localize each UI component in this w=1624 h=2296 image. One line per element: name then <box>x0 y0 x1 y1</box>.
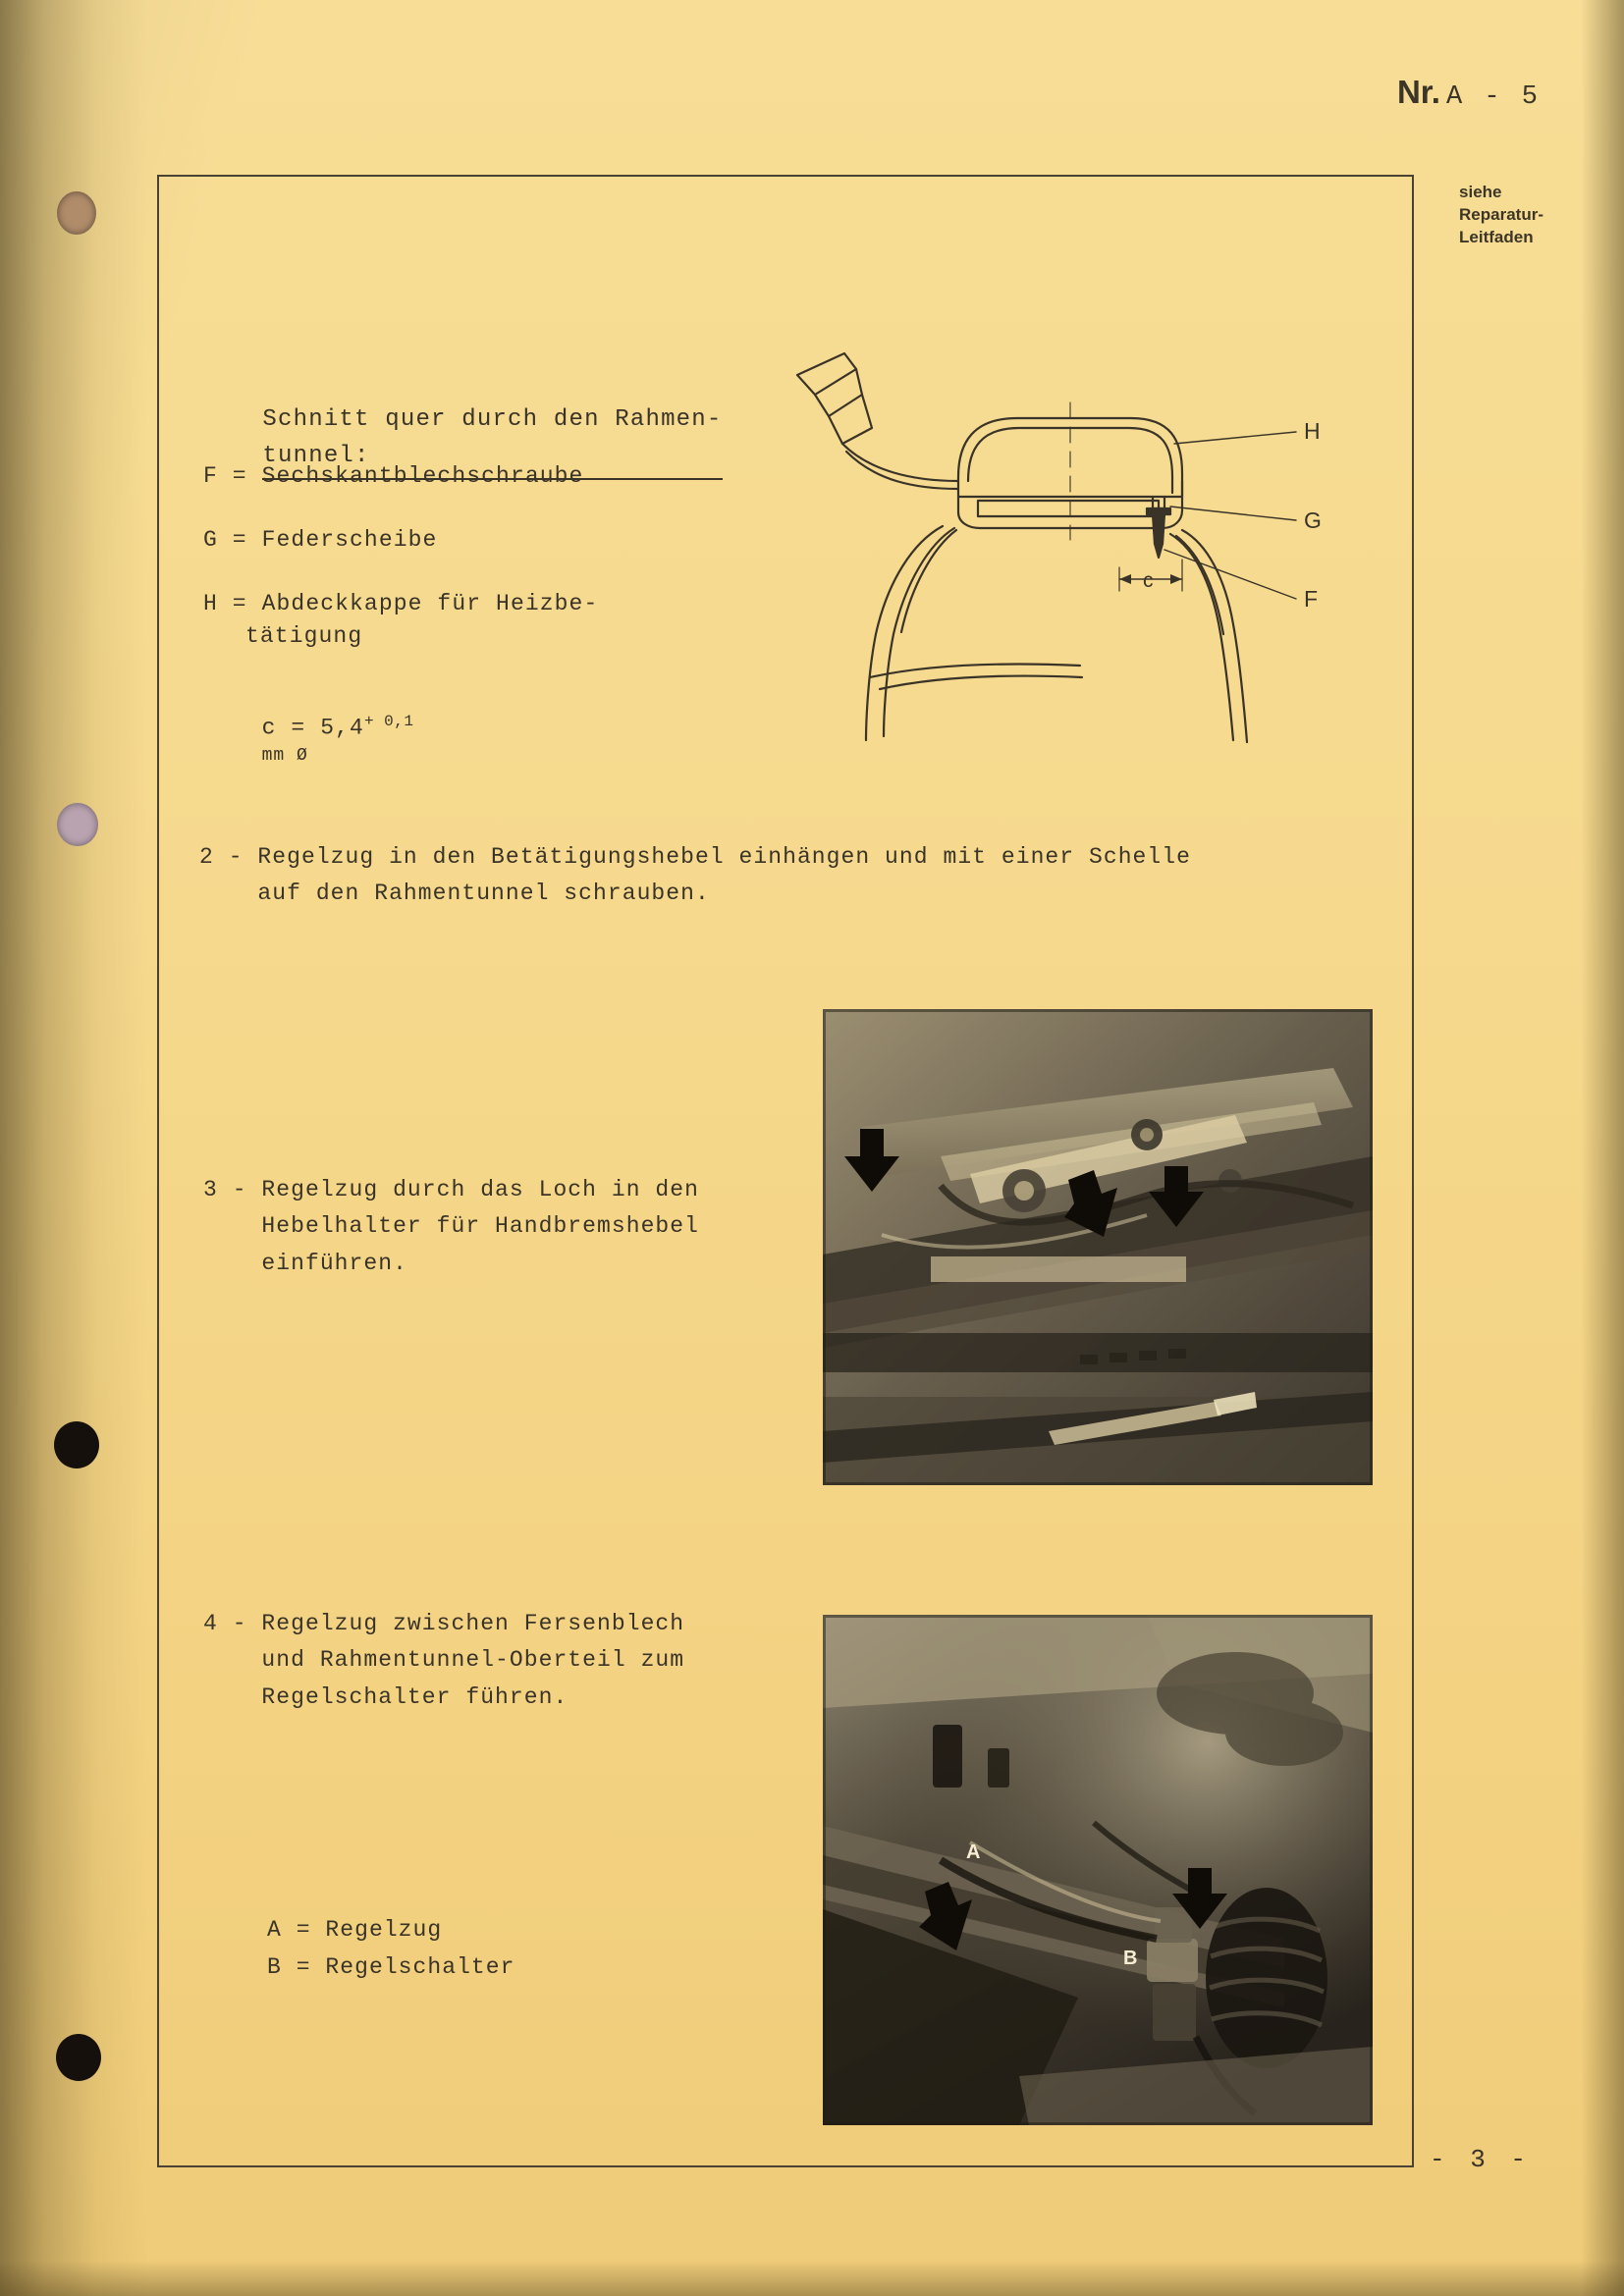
photo2-marker-a: A <box>966 1842 981 1863</box>
section-title-line1: Schnitt quer durch den Rahmen- <box>262 406 723 434</box>
page-code: A - 5 <box>1445 82 1541 112</box>
drawing-label-h: H <box>1304 418 1321 444</box>
page-header-number <box>1397 74 1541 112</box>
ab-legend <box>267 1912 515 1987</box>
punch-hole-1 <box>57 191 96 235</box>
instruction-step-3 <box>203 1172 699 1282</box>
drawing-label-f: F <box>1304 586 1319 612</box>
photo-fersenblech <box>823 1615 1373 2125</box>
punch-hole-3 <box>54 1421 99 1468</box>
scan-gutter-shadow <box>0 0 147 2296</box>
scan-bottom-edge-shadow <box>0 2261 1624 2296</box>
legend-item-c <box>203 687 413 792</box>
step-3-line-2: Hebelhalter für Handbremshebel <box>203 1213 699 1240</box>
legend-item-h-cont: tätigung <box>245 623 363 649</box>
legend-item-g: G = Federscheibe <box>203 527 438 553</box>
step-2-line-2: auf den Rahmentunnel schrauben. <box>199 881 710 907</box>
punch-hole-4 <box>56 2034 101 2081</box>
scan-right-edge-shadow <box>1581 0 1624 2296</box>
step-4-line-2: und Rahmentunnel-Oberteil zum <box>203 1647 685 1674</box>
step-2-line-1: 2 - Regelzug in den Betätigungshebel einhängen und mit einer Schelle <box>199 844 1191 870</box>
photo2-marker-b: B <box>1123 1948 1138 1969</box>
legend-c-unit: mm Ø <box>261 745 308 766</box>
drawing-label-c: c <box>1143 569 1154 592</box>
ab-legend-a: A = Regelzug <box>267 1917 443 1943</box>
drawing-label-g: G <box>1304 507 1322 533</box>
nr-label: Nr. <box>1396 74 1440 110</box>
page-number: - 3 - <box>1429 2145 1531 2174</box>
step-3-line-1: 3 - Regelzug durch das Loch in den <box>203 1177 699 1202</box>
instruction-step-2 <box>199 839 1191 913</box>
step-3-line-3: einführen. <box>203 1250 407 1276</box>
legend-item-h: H = Abdeckkappe für Heizbe- <box>203 591 599 616</box>
punch-hole-2 <box>57 803 98 846</box>
legend-c-value: c = 5,4 <box>261 715 364 741</box>
step-4-line-1: 4 - Regelzug zwischen Fersenblech <box>203 1611 685 1636</box>
legend-item-f: F = Sechskantblechschraube <box>203 463 584 489</box>
instruction-step-4 <box>203 1606 684 1716</box>
step-4-line-3: Regelschalter führen. <box>203 1683 568 1710</box>
photo-hebelhalter <box>823 1009 1373 1485</box>
reference-note: siehe Reparatur- Leitfaden <box>1459 183 1543 246</box>
cross-section-drawing <box>785 334 1375 746</box>
section-title-line2: tunnel: <box>262 443 370 470</box>
ab-legend-b: B = Regelschalter <box>267 1953 515 1980</box>
legend-c-tolerance: + 0,1 <box>363 713 414 730</box>
